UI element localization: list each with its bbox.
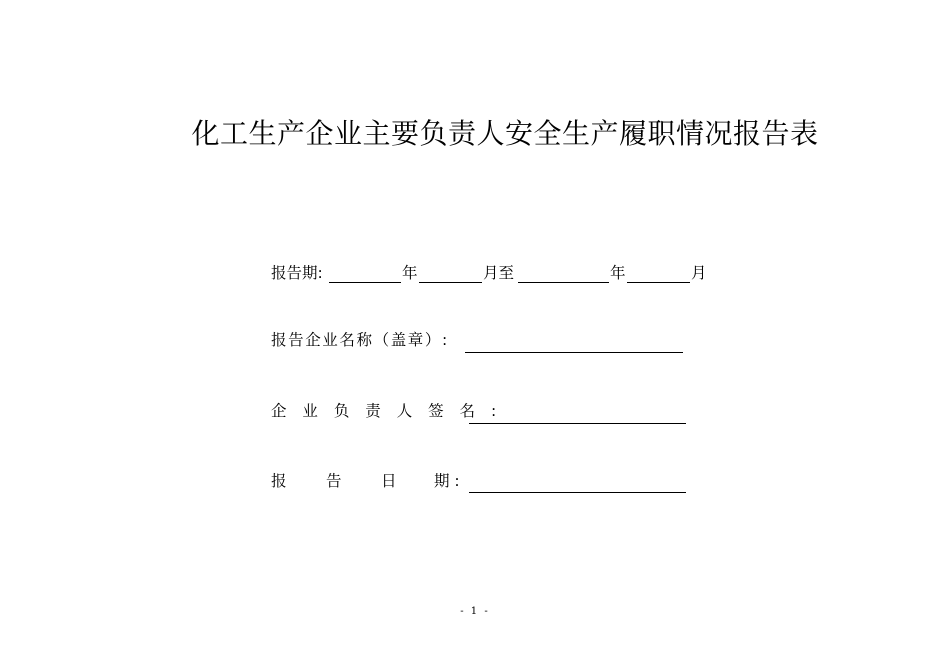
page-number: - 1 -: [460, 606, 490, 617]
period-end-month-blank[interactable]: [627, 282, 690, 283]
report-date-row: [271, 471, 691, 495]
period-start-year-blank[interactable]: [329, 282, 401, 283]
report-date-label-ri: 日: [381, 472, 397, 490]
period-end-year-blank[interactable]: [518, 282, 609, 283]
period-year-label-1: 年: [402, 264, 418, 282]
report-period-row: [271, 263, 711, 287]
signature-label: 企 业 负 责 人 签 名 :: [271, 402, 502, 420]
report-date-label-qi: 期 :: [434, 472, 460, 490]
report-date-blank[interactable]: [469, 492, 686, 493]
period-month-end-label: 月: [691, 264, 707, 282]
document-title: 化工生产企业主要负责人安全生产履职情况报告表: [191, 117, 819, 150]
company-name-row: [271, 330, 691, 354]
signature-row: [271, 401, 691, 425]
report-date-label-bao: 报: [271, 472, 287, 490]
period-year-label-2: 年: [610, 264, 626, 282]
company-name-label: 报告企业名称（盖章）:: [271, 331, 449, 349]
period-start-month-blank[interactable]: [419, 282, 482, 283]
report-period-label: 报告期:: [271, 264, 323, 282]
signature-blank[interactable]: [469, 423, 686, 424]
report-date-label-gao: 告: [326, 472, 342, 490]
company-name-blank[interactable]: [465, 352, 683, 353]
period-month-to-label: 月至: [483, 264, 515, 282]
